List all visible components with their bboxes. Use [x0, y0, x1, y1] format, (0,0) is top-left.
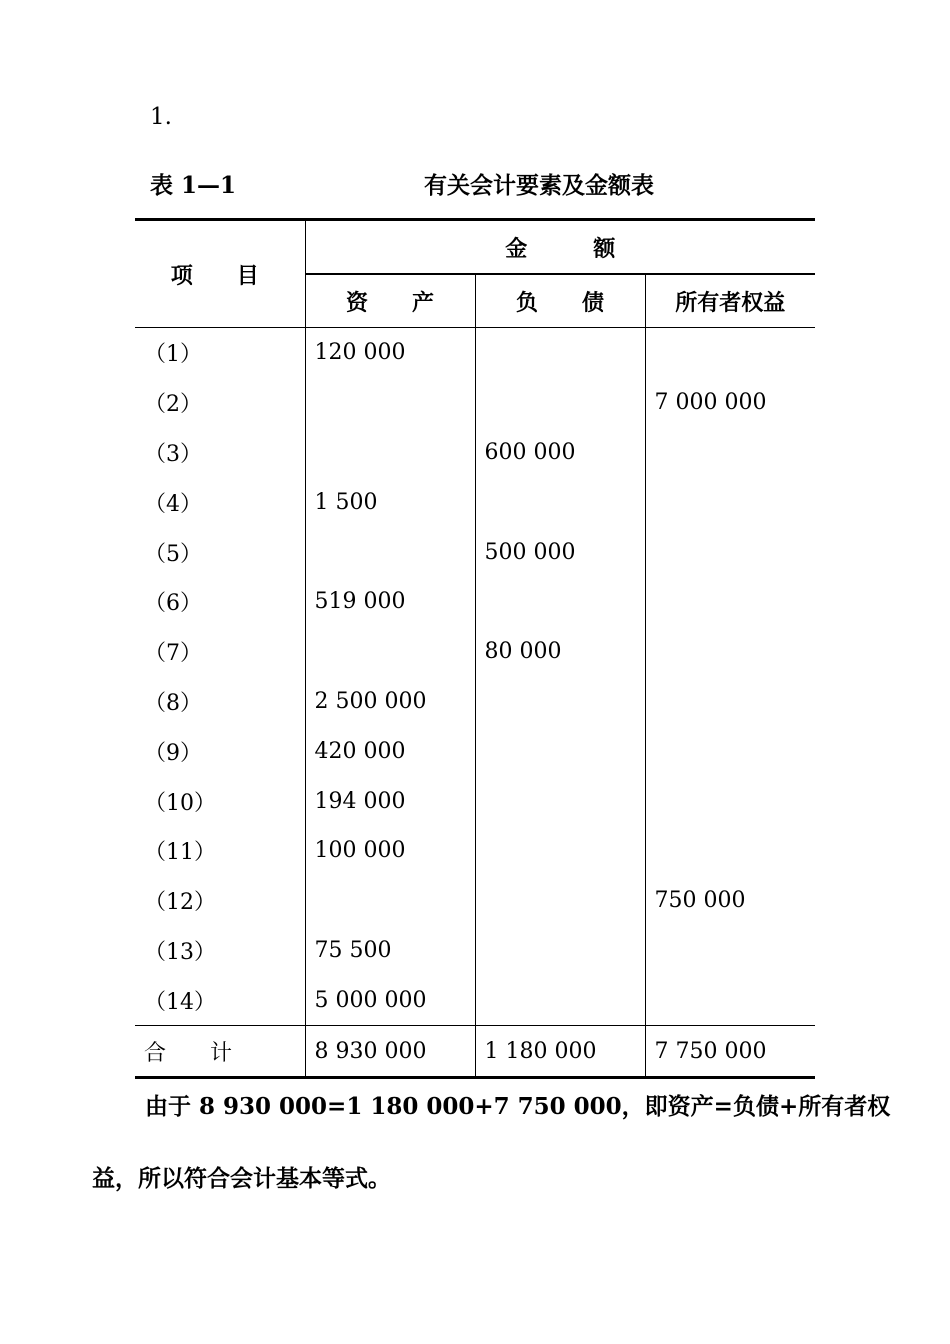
table-row — [135, 328, 815, 378]
table-row — [135, 876, 815, 926]
table-label: 表 1—1 — [150, 172, 237, 199]
table-row — [135, 428, 815, 478]
cell-item: （6） — [144, 591, 202, 617]
cell-assets — [305, 378, 475, 428]
cell-liabilities — [475, 328, 645, 378]
cell-liabilities: 500 000 — [475, 527, 645, 577]
cell-item: （12） — [144, 890, 216, 916]
table-row — [135, 527, 815, 577]
cell-equity: 750 000 — [645, 876, 815, 926]
cell-item: （8） — [144, 690, 202, 716]
cell-assets: 100 000 — [305, 826, 475, 876]
cell-liabilities: 80 000 — [475, 627, 645, 677]
total-label: 合 计 — [135, 1026, 305, 1078]
cell-liabilities: 600 000 — [475, 428, 645, 478]
cell-equity — [645, 477, 815, 527]
header-amount: 金 额 — [305, 220, 815, 275]
cell-item: （13） — [144, 939, 216, 965]
cell-liabilities — [475, 677, 645, 727]
cell-equity — [645, 428, 815, 478]
cell-equity — [645, 826, 815, 876]
cell-liabilities — [475, 926, 645, 976]
cell-assets — [305, 876, 475, 926]
cell-liabilities — [475, 477, 645, 527]
table-row — [135, 975, 815, 1025]
conclusion-line-2: 益，所以符合会计基本等式。 — [92, 1165, 391, 1192]
header-equity: 所有者权益 — [645, 274, 815, 328]
table-row — [135, 776, 815, 826]
cell-liabilities — [475, 776, 645, 826]
table-row — [135, 677, 815, 727]
cell-equity: 7 000 000 — [645, 378, 815, 428]
table-row — [135, 477, 815, 527]
cell-assets — [305, 627, 475, 677]
conclusion-line-1: 由于 8 930 000=1 180 000+7 750 000，即资产=负债+所有者权 — [145, 1093, 891, 1120]
table-row — [135, 627, 815, 677]
header-liabilities: 负 债 — [475, 274, 645, 328]
cell-assets: 120 000 — [305, 328, 475, 378]
cell-equity — [645, 926, 815, 976]
cell-item: （3） — [144, 441, 202, 467]
total-liabilities: 1 180 000 — [475, 1026, 645, 1078]
cell-equity — [645, 328, 815, 378]
cell-equity — [645, 627, 815, 677]
cell-equity — [645, 776, 815, 826]
cell-assets: 519 000 — [305, 577, 475, 627]
total-equity: 7 750 000 — [645, 1026, 815, 1078]
cell-assets: 75 500 — [305, 926, 475, 976]
table-row — [135, 826, 815, 876]
cell-item: （2） — [144, 392, 202, 418]
cell-item: （4） — [144, 491, 202, 517]
header-item: 项 目 — [135, 220, 305, 328]
cell-equity — [645, 527, 815, 577]
cell-liabilities — [475, 975, 645, 1025]
cell-item: （1） — [135, 328, 305, 378]
cell-equity — [645, 677, 815, 727]
table-row — [135, 378, 815, 428]
cell-liabilities — [475, 726, 645, 776]
table-row — [135, 577, 815, 627]
cell-liabilities — [475, 826, 645, 876]
table-row — [135, 726, 815, 776]
cell-item: （11） — [144, 840, 216, 866]
cell-assets — [305, 428, 475, 478]
cell-assets: 1 500 — [305, 477, 475, 527]
cell-assets: 5 000 000 — [305, 975, 475, 1025]
cell-item: （10） — [144, 790, 216, 816]
cell-assets: 194 000 — [305, 776, 475, 826]
total-row — [135, 1026, 815, 1078]
cell-equity — [645, 577, 815, 627]
cell-liabilities — [475, 378, 645, 428]
heading-number: 1. — [150, 104, 172, 130]
header-assets: 资 产 — [305, 274, 475, 328]
cell-assets: 420 000 — [305, 726, 475, 776]
cell-assets — [305, 527, 475, 577]
cell-equity — [645, 726, 815, 776]
cell-assets: 2 500 000 — [305, 677, 475, 727]
cell-item: （9） — [144, 740, 202, 766]
cell-item: （5） — [144, 541, 202, 567]
cell-item: （14） — [144, 989, 216, 1015]
cell-item: （7） — [144, 641, 202, 667]
accounting-elements-table — [135, 218, 815, 1079]
total-assets: 8 930 000 — [305, 1026, 475, 1078]
table-title: 有关会计要素及金额表 — [424, 172, 654, 199]
cell-equity — [645, 975, 815, 1025]
cell-liabilities — [475, 577, 645, 627]
cell-liabilities — [475, 876, 645, 926]
table-row — [135, 926, 815, 976]
